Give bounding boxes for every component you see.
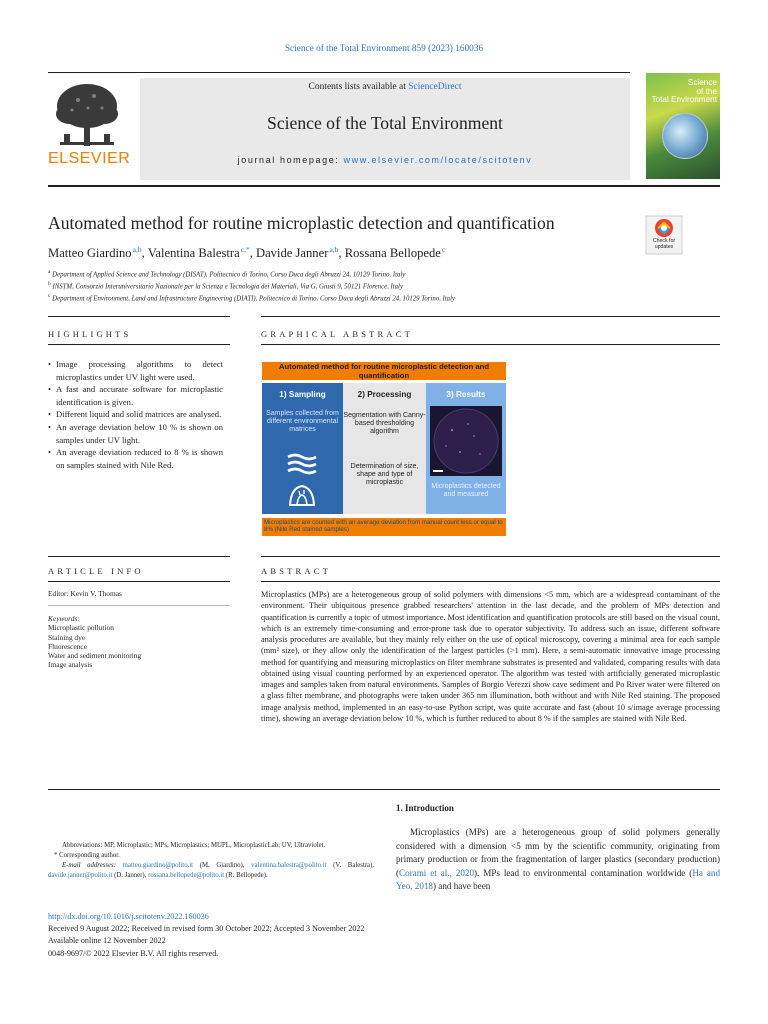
received-dates: Received 9 August 2022; Received in revised form 30 October 2022; Accepted 3 November 2022 (48, 924, 365, 934)
author-name[interactable]: Rossana Bellopede (344, 246, 441, 261)
intro-text: ). MPs lead to environmental contamination worldwide ( (474, 867, 693, 878)
highlight-item: • Different liquid and solid matrices are analysed. (48, 408, 223, 421)
keyword: Staining dye (48, 632, 86, 642)
journal-cover-thumbnail[interactable] (646, 73, 720, 179)
copyright: 0048-9697/© 2022 Elsevier B.V. All rights reserved. (48, 948, 219, 958)
email-owner: (D. Janner), (112, 872, 149, 879)
contents-prefix: Contents lists available at (308, 82, 409, 92)
author-list (48, 245, 648, 261)
highlight-item: • A fast and accurate software for microplastic identification is given. (48, 383, 223, 408)
abstract-bottom-rule (48, 789, 720, 790)
sciencedirect-link[interactable]: ScienceDirect (408, 82, 462, 92)
keyword: Fluorescence (48, 641, 87, 651)
journal-homepage (140, 155, 630, 165)
ga-sampling-heading: 1) Sampling (279, 390, 326, 399)
ga-results-panel (426, 383, 506, 514)
ga-results-heading: 3) Results (446, 390, 486, 399)
reference-link[interactable]: Corami et al., 2020 (399, 867, 475, 878)
highlights-rule (48, 344, 230, 345)
intro-text: Microplastics (MPs) are a heterogeneous group of solid polymers generally considered with a dimension <5 mm by the scientific community, originating from primary production or from the fragmentation of larger plastics (secondary production) ( (396, 827, 720, 878)
affiliation-text: INSTM, Consorzio Interuniversitario Nazionale per la Scienza e Tecnologia dei Materiali, Via G. Giusti 9, 50121 Florence, Italy (52, 283, 403, 291)
crossmark-line: Check for (652, 238, 676, 244)
email-link[interactable]: valentina.balestra@polito.it (251, 862, 327, 869)
highlights-rule (48, 316, 230, 317)
affiliation-text: Department of Environment, Land and Infrastructure Engineering (DIATI), Politecnico di Torino, Corso Duca degli Abruzzi 24, 10129 Torino, Italy (52, 295, 455, 303)
highlight-item: • An average deviation reduced to 8 % is shown on samples stained with Nile Red. (48, 446, 223, 471)
elsevier-wordmark: ELSEVIER (48, 150, 131, 167)
ga-title: Automated method for routine microplastic detection and quantification (262, 362, 506, 380)
abbreviations-footnote: Abbreviations: MP, Microplastic; MPs, Microplastics; MUPL, MicroplasticLab; UV, Ultraviolet. (62, 842, 326, 849)
abstract-text: Microplastics (MPs) are a heterogeneous group of solid polymers with dimensions <5 mm, which are a widespread contaminant of the environment. Their ubiquitous presence grabbed researchers' attention in the last decade, and the problem of MPs detection and quantification is currently a topic of utmost importance. Most identification and quantification protocols are still based on the visual count, which is an extremely time-consuming and error-prone task due to operator subjectivity. To address such an issue, different software analysis procedures are available, but they mainly rely either on the use of optical microscopy, covering a minimal area for each sample (mm² size), or they allow only the identification of the largest particles (>1 mm). Here, a semi-automatic innovative image processing method for quantifying and measuring microplastics on filter membrane substrates is presented and validated, comparing results with data obtained using visual counting performed by an experienced operator. The algorithm was tested with artificially generated microplastic images and samples taken from natural environments. Samples of Borgio Verezzi show cave sediment and Po River water were filtered on a glass filter membrane, and photographs were taken under 365 nm illumination, both without and with Nile Red staining. The proposed image analysis method, implemented in an easy-to-use Python script, was quite accurate and fast (about 10 s/image average processing time), showing an average deviation below 10 %, which is further reduced to about 8 % if the samples are stained with Nile Red. (261, 590, 720, 723)
introduction-paragraph (396, 826, 720, 894)
cover-globe-image (662, 113, 708, 159)
abstract-rule (261, 581, 720, 582)
keywords-block (48, 614, 230, 670)
homepage-prefix: journal homepage: (237, 155, 344, 165)
affiliation-a (48, 269, 728, 278)
affiliation-mark: b (48, 281, 51, 287)
ga-processing-heading: 2) Processing (357, 390, 412, 399)
author-separator: , (141, 246, 148, 261)
email-footnote (48, 861, 374, 881)
highlights-list (48, 358, 223, 471)
journal-name: Science of the Total Environment (267, 113, 503, 133)
author-separator: , (249, 246, 256, 261)
affiliation-b (48, 281, 728, 290)
corresponding-author-note: * Corresponding author. (54, 852, 120, 859)
cover-title-line: Total Environment (651, 95, 717, 105)
abstract-rule (261, 556, 720, 557)
ga-sampling-panel (262, 383, 343, 514)
crossmark-label[interactable] (643, 239, 685, 251)
keyword: Water and sediment monitoring (48, 651, 142, 661)
ga-processing-panel (343, 383, 426, 514)
author-affiliation-marks[interactable]: c (441, 245, 446, 254)
filter-membrane-image (430, 406, 502, 476)
article-info-heading: ARTICLE INFO (48, 566, 144, 576)
cave-icon (289, 484, 315, 506)
ga-sampling-text: Samples collected from different environmental matrices (266, 410, 339, 434)
ga-processing-text: Determination of size, shape and type of microplastic (350, 463, 419, 487)
doi-link[interactable]: http://dx.doi.org/10.1016/j.scitotenv.2022.160036 (48, 912, 209, 921)
highlights-heading: HIGHLIGHTS (48, 329, 132, 339)
keywords-rule (48, 605, 230, 606)
email-owner: (R. Bellopede). (224, 872, 268, 879)
keyword: Image analysis (48, 660, 93, 670)
author-name[interactable]: Davide Janner (256, 246, 329, 261)
highlight-item: • An average deviation below 10 % is shown on samples under UV light. (48, 421, 223, 446)
graphical-abstract-heading: GRAPHICAL ABSTRACT (261, 329, 413, 339)
intro-text: ) and have been (432, 881, 491, 891)
journal-citation-link[interactable]: Science of the Total Environment 859 (2023) 160036 (284, 44, 484, 54)
ga-processing-text: Segmentation with Canny-based thresholding algorithm (343, 412, 426, 436)
reference-link[interactable]: Ha and Yeo, 2018 (396, 867, 720, 891)
email-link[interactable]: matteo.giardino@polito.it (122, 862, 194, 869)
editor-line: Editor: Kevin V. Thomas (48, 589, 122, 598)
cover-title-line: of the (696, 86, 717, 96)
abstract-heading: ABSTRACT (261, 566, 331, 576)
author-affiliation-marks[interactable]: a,b (132, 245, 142, 254)
affiliation-c (48, 293, 728, 302)
email-owner: (M. Giardino), (193, 862, 252, 869)
homepage-link[interactable]: www.elsevier.com/locate/scitotenv (343, 155, 533, 165)
introduction-heading: 1. Introduction (396, 803, 454, 813)
affiliation-mark: a (48, 269, 51, 275)
author-affiliation-marks[interactable]: a,b (329, 245, 339, 254)
ga-conclusion-bar: Microplastics are counted with an average deviation from manual count less or equal to 8% (Nile Red stained samples) (262, 518, 506, 536)
keywords-label: Keywords: (48, 614, 80, 623)
author-separator: , (338, 246, 345, 261)
publication-info (48, 911, 448, 960)
email-link[interactable]: rossana.bellopede@polito.it (148, 872, 225, 879)
header-top-rule (48, 72, 630, 73)
graphical-abstract-rule (261, 316, 720, 317)
email-link[interactable]: davide.janner@polito.it (48, 872, 113, 879)
cover-title-line: Science (687, 78, 717, 87)
footnotes (48, 841, 374, 881)
email-owner: (V. Balestra), (326, 862, 375, 869)
crossmark-line: updates (654, 243, 674, 250)
online-date: Available online 12 November 2022 (48, 936, 166, 946)
water-waves-icon (286, 453, 318, 475)
keyword: Microplastic pollution (48, 623, 114, 633)
ga-results-text: Microplastics detected and measured (431, 483, 501, 499)
article-info-rule (48, 581, 230, 582)
graphical-abstract-rule (261, 344, 720, 345)
affiliation-text: Department of Applied Science and Technology (DISAT), Politecnico di Torino, Corso Duca degli Abruzzi 24, 10129 Torino, Italy (52, 271, 406, 279)
author-affiliation-marks[interactable]: c,* (240, 245, 250, 254)
author-name[interactable]: Matteo Giardino (48, 246, 132, 261)
highlight-item: • Image processing algorithms to detect microplastics under UV light were used. (48, 358, 223, 383)
header-bottom-rule (48, 185, 720, 187)
author-name[interactable]: Valentina Balestra (147, 246, 240, 261)
article-title: Automated method for routine microplastic detection and quantification (48, 213, 555, 233)
email-label: E-mail addresses: (62, 862, 123, 869)
article-info-rule (48, 556, 230, 557)
cover-title (651, 79, 717, 105)
affiliation-mark: c (48, 293, 51, 299)
contents-line (140, 82, 630, 92)
